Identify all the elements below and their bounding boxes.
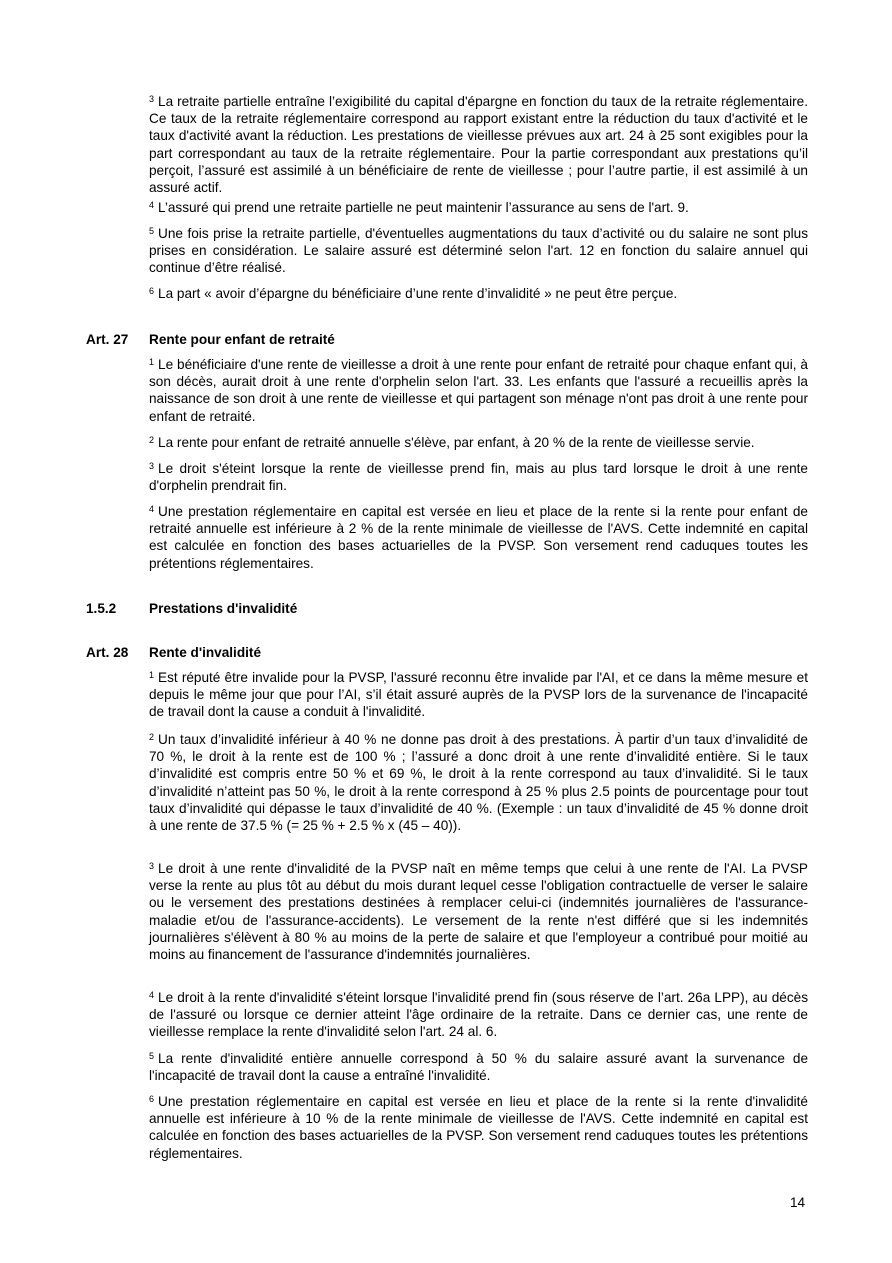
article-number: Art. 27 xyxy=(86,332,129,347)
paragraph-art28-al4 xyxy=(149,989,808,1041)
article-heading-28 xyxy=(86,644,261,661)
article-title: Rente pour enfant de retraité xyxy=(149,332,335,347)
paragraph-number: 5 xyxy=(149,1051,155,1061)
paragraph-art28-al5 xyxy=(149,1050,808,1084)
section-heading-1-5-2 xyxy=(86,600,297,617)
article-title: Rente d'invalidité xyxy=(149,645,262,660)
paragraph-text: Une fois prise la retraite partielle, d'éventuelles augmentations du taux d’activité ou du salaire ne sont plus prises en considération. Le salaire assuré est déterminé selon l'art. 12 en fonction du salaire annuel qui continue d’être réalisé. xyxy=(149,226,808,276)
paragraph-art28-al2 xyxy=(149,731,808,834)
paragraph-text: Le droit à la rente d'invalidité s'éteint lorsque l'invalidité prend fin (sous réserve de l’art. 26a LPP), au décès de l'assuré ou lorsque ce dernier atteint l'âge ordinaire de la retraite. Dans ce dernier cas, une rente de vieillesse remplace la rente d'invalidité selon l'art. 24 al. 6. xyxy=(149,990,808,1040)
paragraph-text: Le droit s'éteint lorsque la rente de vieillesse prend fin, mais au plus tard lorsque le droit à une rente d'orphelin prendrait fin. xyxy=(149,461,808,494)
paragraph-number: 6 xyxy=(149,286,155,296)
section-number: 1.5.2 xyxy=(86,601,117,616)
paragraph-text: Une prestation réglementaire en capital est versée en lieu et place de la rente si la rente pour enfant de retraité annuelle est inférieure à 2 % de la rente minimale de vieillesse de l'AVS. Cette indemnité en capital est calculée en fonction des bases actuarielles de la PVSP. Son versement rend caduques toutes les prétentions réglementaires. xyxy=(149,504,808,571)
paragraph-text: La rente pour enfant de retraité annuelle s'élève, par enfant, à 20 % de la rente de vieillesse servie. xyxy=(158,435,755,450)
paragraph-text: Un taux d’invalidité inférieur à 40 % ne donne pas droit à des prestations. À partir d’un taux d’invalidité de 70 %, le droit à la rente est de 100 % ; l’assuré a donc droit à une rente d’invalidité entière. Si le taux d’invalidité est compris entre 50 % et 69 %, le droit à la rente correspond au taux d’invalidité. Si le taux d’invalidité n’atteint pas 50 %, le droit à la rente correspond à 25 % plus 2.5 points de pourcentage pour tout taux d’invalidité qui dépasse le taux d’invalidité de 40 %. (Exemple : un taux d’invalidité de 45 % donne droit à une rente de 37.5 % (= 25 % + 2.5 % x (45 – 40)). xyxy=(149,732,808,834)
paragraph-art27-al1 xyxy=(149,356,808,425)
paragraph-art27-al4 xyxy=(149,503,808,572)
article-heading-27 xyxy=(86,331,335,348)
paragraph-number: 3 xyxy=(149,461,155,471)
paragraph-text: Le bénéficiaire d'une rente de vieillesse a droit à une rente pour enfant de retraité pour chaque enfant qui, à son décès, aurait droit à une rente d'orphelin selon l'art. 33. Les enfants que l'assuré a recueillis après la naissance de son droit à une rente de vieillesse et qui partagent son ménage n'ont pas droit à une rente pour enfant de retraité. xyxy=(149,357,808,424)
section-title: Prestations d'invalidité xyxy=(149,601,298,616)
paragraph-number: 6 xyxy=(149,1094,155,1104)
paragraph-text: L’assuré qui prend une retraite partielle ne peut maintenir l’assurance au sens de l'art. 9. xyxy=(158,200,689,215)
paragraph-art26-al4 xyxy=(149,199,808,216)
paragraph-number: 4 xyxy=(149,504,155,514)
article-number: Art. 28 xyxy=(86,645,129,660)
paragraph-number: 3 xyxy=(149,861,155,871)
paragraph-number: 4 xyxy=(149,990,155,1000)
paragraph-text: Une prestation réglementaire en capital est versée en lieu et place de la rente si la rente d'invalidité annuelle est inférieure à 10 % de la rente minimale de vieillesse de l'AVS. Cette indemnité en capital est calculée en fonction des bases actuarielles de la PVSP. Son versement rend caduques toutes les prétentions réglementaires. xyxy=(149,1094,808,1161)
paragraph-number: 3 xyxy=(149,94,155,104)
paragraph-text: Est réputé être invalide pour la PVSP, l'assuré reconnu être invalide par l'AI, et ce dans la même mesure et depuis le même jour que pour l’AI, s’il était assuré auprès de la PVSP lors de la survenance de l'incapacité de travail dont la cause a conduit à l'invalidité. xyxy=(149,670,808,720)
paragraph-art26-al3 xyxy=(149,93,808,196)
paragraph-art26-al6 xyxy=(149,285,808,302)
paragraph-number: 2 xyxy=(149,732,155,742)
paragraph-text: La retraite partielle entraîne l’exigibilité du capital d'épargne en fonction du taux de la retraite réglementaire. Ce taux de la retraite réglementaire correspond au rapport existant entre la réduction du taux d'activité et le taux d'activité avant la réduction. Les prestations de vieillesse prévues aux art. 24 à 25 sont exigibles pour la part correspondant au taux de la retraite réglementaire. Pour la partie correspondant aux prestations qu’il perçoit, l’assuré est assimilé à un bénéficiaire de rente de vieillesse ; pour l’autre partie, il est assimilé à un assuré actif. xyxy=(149,94,808,196)
paragraph-art28-al1 xyxy=(149,669,808,721)
page-number: 14 xyxy=(790,1195,806,1210)
paragraph-number: 1 xyxy=(149,357,155,367)
paragraph-number: 1 xyxy=(149,670,155,680)
paragraph-text: La rente d'invalidité entière annuelle correspond à 50 % du salaire assuré avant la survenance de l'incapacité de travail dont la cause a entraîné l'invalidité. xyxy=(149,1051,808,1084)
paragraph-number: 4 xyxy=(149,200,155,210)
paragraph-art26-al5 xyxy=(149,225,808,277)
paragraph-art27-al2 xyxy=(149,434,808,451)
paragraph-text: La part « avoir d’épargne du bénéficiaire d’une rente d’invalidité » ne peut être perçue. xyxy=(158,286,678,301)
paragraph-art28-al3 xyxy=(149,860,808,963)
paragraph-number: 2 xyxy=(149,435,155,445)
paragraph-art28-al6 xyxy=(149,1093,808,1162)
paragraph-art27-al3 xyxy=(149,460,808,494)
paragraph-number: 5 xyxy=(149,226,155,236)
paragraph-text: Le droit à une rente d'invalidité de la PVSP naît en même temps que celui à une rente de l'AI. La PVSP verse la rente au plus tôt au début du mois durant lequel cesse l'obligation contractuelle de verser le salaire ou le versement des prestations destinées à remplacer celui-ci (indemnités journalières de l'assurance-maladie et/ou de l'assurance-accidents). Le versement de la rente n'est différé que si les indemnités journalières s'élèvent à 80 % au moins de la perte de salaire et que l'employeur a contribué pour moitié au moins au financement de l'assurance d'indemnités journalières. xyxy=(149,861,808,963)
